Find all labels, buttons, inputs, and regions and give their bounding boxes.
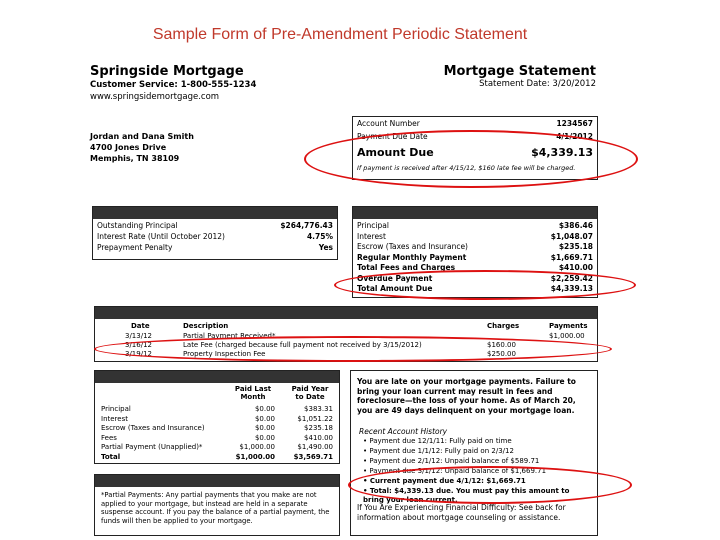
amount-due-row xyxy=(357,253,593,264)
partial-payment-header xyxy=(95,475,339,487)
past-payment-row xyxy=(101,424,333,433)
amount-due-value: $235.18 xyxy=(558,242,593,251)
late-fee-note: If payment is received after 4/15/12, $160 late fee will be charged. xyxy=(357,164,576,172)
company-name: Springside Mortgage xyxy=(90,64,244,79)
past-payments-header xyxy=(95,371,339,383)
col-paid-ytd: Paid Year to Date xyxy=(291,385,329,401)
history-item: • Payment due 1/1/12: Fully paid on 2/3/12 xyxy=(363,447,514,455)
past-payment-last: $0.00 xyxy=(254,424,275,432)
past-payment-last: $1,000.00 xyxy=(235,452,275,461)
col-charges: Charges xyxy=(487,322,520,330)
past-payment-row xyxy=(101,443,333,452)
history-item: • Current payment due 4/1/12: $1,669.71 xyxy=(363,477,526,485)
col-paid-last-month: Paid Last Month xyxy=(234,385,272,401)
past-payment-label: Principal xyxy=(101,405,131,413)
statement-date: Statement Date: 3/20/2012 xyxy=(479,79,596,89)
amount-due-value: $1,669.71 xyxy=(550,252,593,262)
history-title: Recent Account History xyxy=(359,427,448,436)
amount-due-value: $4,339.13 xyxy=(531,146,593,159)
past-payment-row xyxy=(101,405,333,414)
activity-date: 3/19/12 xyxy=(125,350,152,358)
amount-due-row xyxy=(357,242,593,253)
past-payment-last: $1,000.00 xyxy=(239,443,275,451)
activity-desc: Partial Payment Received* xyxy=(183,332,276,340)
activity-charges: $250.00 xyxy=(487,350,516,358)
amount-due-label: Interest xyxy=(357,231,386,241)
past-payment-label: Fees xyxy=(101,433,117,442)
loan-info-row xyxy=(97,243,333,254)
due-date-label: Payment Due Date xyxy=(357,132,428,141)
loan-info-header xyxy=(93,207,337,219)
history-item: • Payment due 12/1/11: Fully paid on time xyxy=(363,437,512,445)
highlight-total-due xyxy=(348,466,632,504)
past-payment-last: $0.00 xyxy=(254,405,275,413)
highlight-late-fee xyxy=(94,336,612,362)
delinquency-box xyxy=(350,370,598,536)
past-payment-label: Interest xyxy=(101,414,128,423)
partial-payment-box xyxy=(94,474,340,536)
amount-due-header xyxy=(353,207,597,219)
borrower-street: 4700 Jones Drive xyxy=(90,143,167,152)
mortgage-statement xyxy=(90,58,610,538)
activity-header-bar xyxy=(95,307,597,319)
partial-payment-note: *Partial Payments: Any partial payments that you make are not applied to your mortgage, but instead are held in a separate suspense account. If you pay the balance of a partial payment, the funds will then be applied to your mortgage. xyxy=(101,491,330,525)
activity-date: 3/13/12 xyxy=(125,332,152,340)
col-date: Date xyxy=(131,322,150,330)
amount-due-label: Total Amount Due xyxy=(357,284,433,293)
past-payment-label: Partial Payment (Unapplied)* xyxy=(101,443,203,451)
activity-charges: $160.00 xyxy=(487,341,516,349)
borrower-city: Memphis, TN 38109 xyxy=(90,154,180,163)
amount-due-value: $4,339.13 xyxy=(550,284,593,293)
activity-desc: Late Fee (charged because full payment not received by 3/15/2012) xyxy=(183,341,422,349)
amount-due-row xyxy=(357,221,593,232)
past-payment-ytd: $1,490.00 xyxy=(297,443,333,451)
hardship-note: If You Are Experiencing Financial Difficulty: See back for information about mortgage counseling or assistance. xyxy=(357,503,566,522)
amount-due-label: Overdue Payment xyxy=(357,273,433,283)
past-payment-label: Total xyxy=(101,452,121,461)
past-payment-ytd: $1,051.22 xyxy=(297,414,333,423)
amount-due-label: Regular Monthly Payment xyxy=(357,252,467,262)
amount-due-row xyxy=(357,232,593,243)
amount-due-label: Principal xyxy=(357,221,389,230)
loan-info-box xyxy=(92,206,338,260)
activity-date: 3/16/12 xyxy=(125,341,152,349)
past-payment-ytd: $235.18 xyxy=(304,424,333,432)
due-date-value: 4/1/2012 xyxy=(556,132,593,141)
past-payment-ytd: $383.31 xyxy=(304,405,333,413)
loan-info-row xyxy=(97,232,333,243)
amount-due-value: $410.00 xyxy=(558,263,593,272)
loan-info-label: Interest Rate (Until October 2012) xyxy=(97,232,225,241)
amount-due-label: Amount Due xyxy=(357,146,434,159)
past-payment-ytd: $410.00 xyxy=(304,433,333,442)
slide-title: Sample Form of Pre-Amendment Periodic Statement xyxy=(152,26,528,43)
past-payment-row xyxy=(101,453,333,462)
loan-info-row xyxy=(97,221,333,232)
highlight-overdue-total xyxy=(334,270,636,300)
account-value: 1234567 xyxy=(556,119,593,128)
history-item: • Payment due 3/1/12: Unpaid balance of $1,669.71 xyxy=(363,467,547,475)
statement-title: Mortgage Statement xyxy=(443,64,596,79)
past-payments-box xyxy=(94,370,340,464)
loan-info-value: 4.75% xyxy=(306,232,333,241)
col-payments: Payments xyxy=(549,322,588,330)
amount-due-value: $1,048.07 xyxy=(550,231,593,241)
amount-due-label: Escrow (Taxes and Insurance) xyxy=(357,242,468,251)
amount-due-value: $2,259.42 xyxy=(550,273,593,283)
delinquency-intro: You are late on your mortgage payments. Failure to bring your loan current may result in fees and foreclosure—the loss of your home. As of March 20, you are 49 days delinquent on your mortgage loan. xyxy=(357,377,576,415)
account-label: Account Number xyxy=(357,119,420,128)
past-payment-label: Escrow (Taxes and Insurance) xyxy=(101,424,205,432)
past-payment-ytd: $3,569.71 xyxy=(293,452,333,461)
activity-desc: Property Inspection Fee xyxy=(183,350,266,358)
loan-info-value: $264,776.43 xyxy=(280,221,333,230)
past-payment-last: $0.00 xyxy=(254,433,275,442)
website: www.springsidemortgage.com xyxy=(90,92,220,102)
loan-info-value: Yes xyxy=(318,243,333,252)
past-payment-last: $0.00 xyxy=(254,414,275,423)
past-payment-row xyxy=(101,415,333,424)
amount-due-value: $386.46 xyxy=(558,221,593,230)
loan-info-label: Outstanding Principal xyxy=(97,221,178,230)
past-payment-row xyxy=(101,434,333,443)
highlight-amount-due xyxy=(304,130,638,188)
amount-due-label: Total Fees and Charges xyxy=(357,263,456,272)
history-item: • Total: $4,339.13 due. You must pay this amount to bring your loan current. xyxy=(363,487,570,504)
history-item: • Payment due 2/1/12: Unpaid balance of $589.71 xyxy=(363,457,540,465)
borrower-name: Jordan and Dana Smith xyxy=(90,132,194,141)
col-description: Description xyxy=(183,322,229,330)
activity-payments: $1,000.00 xyxy=(549,332,585,340)
customer-service: Customer Service: 1-800-555-1234 xyxy=(90,80,257,90)
loan-info-label: Prepayment Penalty xyxy=(97,243,173,252)
